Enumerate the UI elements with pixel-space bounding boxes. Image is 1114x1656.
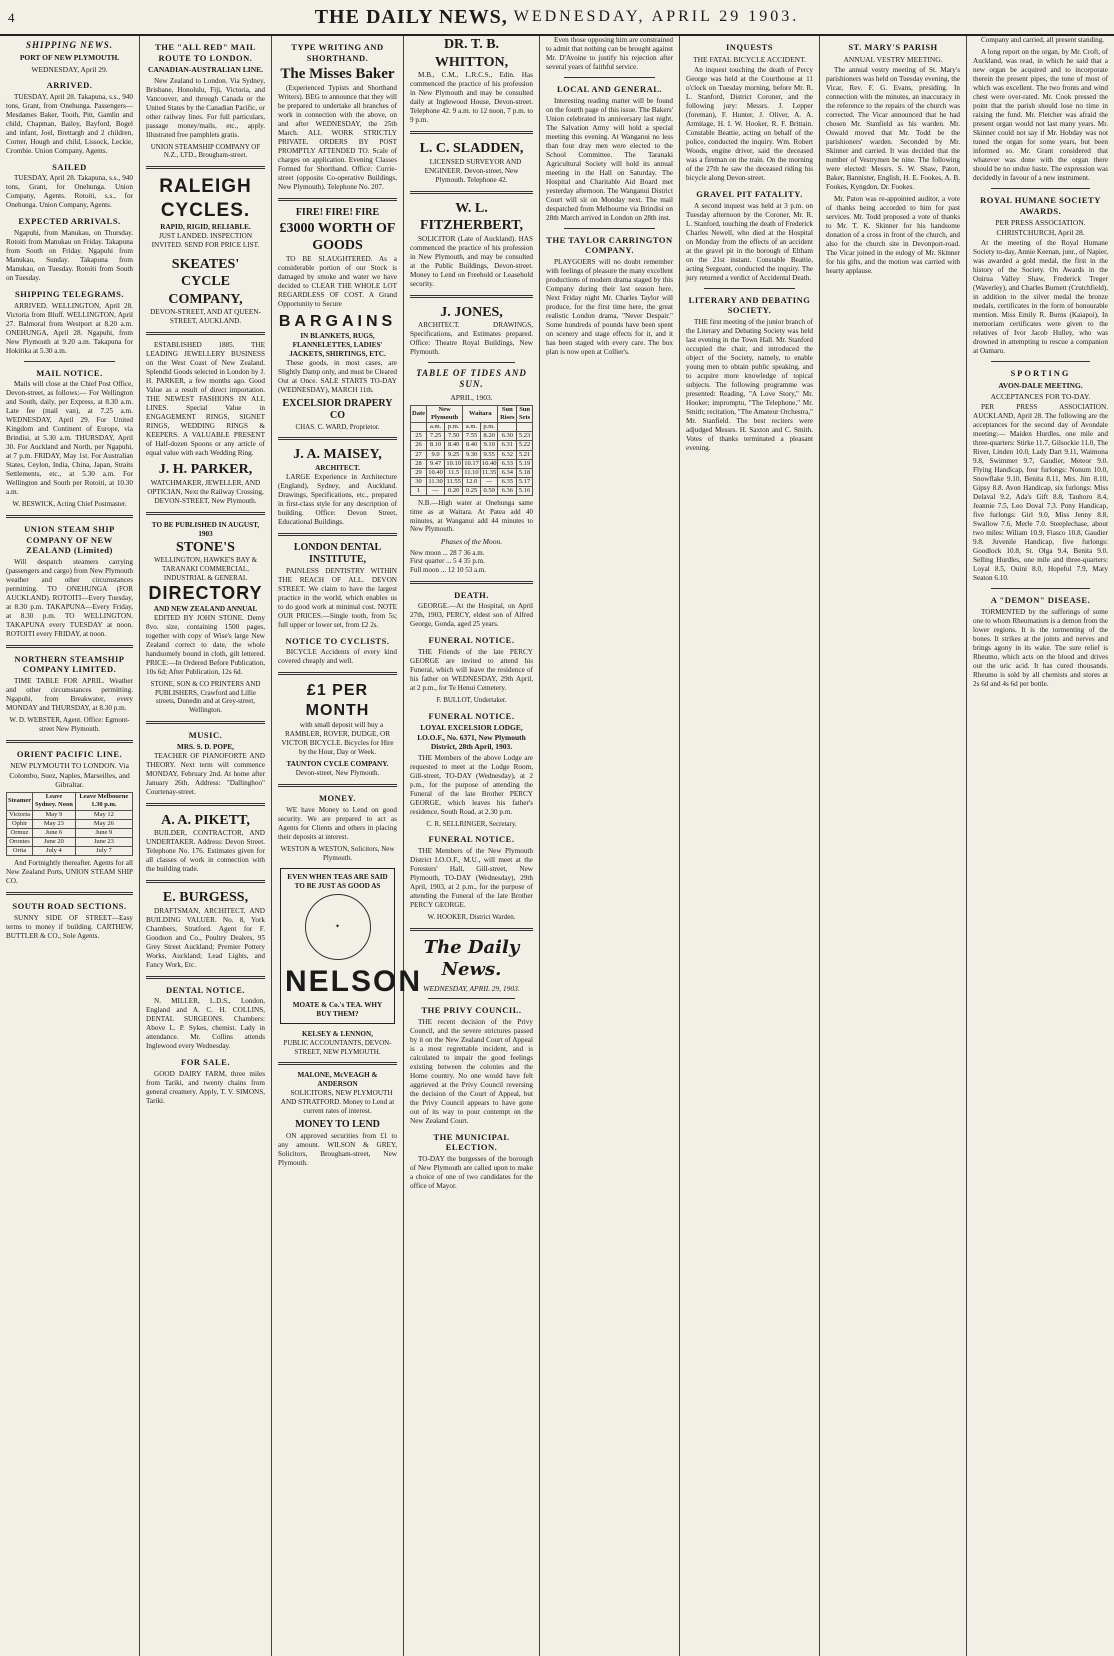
mail-heading: MAIL NOTICE.	[36, 367, 103, 378]
divider	[410, 295, 533, 298]
moon-heading: Phases of the Moon.	[440, 537, 503, 547]
nelson-top: EVEN WHEN TEAS ARE SAID TO BE JUST AS GOOD AS	[287, 873, 388, 891]
tides-heading: TABLE OF TIDES AND SUN.	[416, 368, 527, 390]
money-signature: WESTON & WESTON, Solicitors, New Plymouth.	[280, 844, 395, 862]
kelsey-body: PUBLIC ACCOUNTANTS, DEVON-STREET, NEW PLYMOUTH.	[283, 1038, 392, 1056]
excelsior-signature: CHAS. C. WARD, Proprietor.	[295, 422, 380, 431]
typing-heading: TYPE WRITING AND SHORTHAND.	[291, 42, 384, 63]
divider	[278, 533, 397, 536]
divider	[6, 740, 133, 743]
tides-table: Date New Plymouth Waitara Sun Rises Sun Sets a.m. p.m. a.m. p.m. 25 7.25 7.50 7.55 8.20 6.30 5.23 26 8.10 8.40 8.40 9.10 6.31 5.22 27 9.0 9.25 9.30 9.55 6.32 5.21 28 9.47 10.10 10.17 10.40 6.33 5.19 29 10.40 11.5 11.10 11.35 6.34 5.18 30 11.30 11.55 12.0 — 6.35 5.17 1 — 0.20 0.25 0.50 6.36 5.16	[410, 405, 533, 496]
mail-route-heading: THE "ALL RED" MAIL ROUTE TO LONDON.	[155, 42, 256, 63]
local-heading: LOCAL AND GENERAL.	[556, 84, 663, 94]
directory-annual: AND NEW ZEALAND ANNUAL	[153, 604, 258, 613]
demon-body: TORMENTED by the sufferings of some one to whom Rheumatism is a demon from the lower regions. It is the tormenting of the bones. It strikes at the joints and nerves and brings agony in its wake. The sure relief is Rheumo, which acts on the blood and drives out the uric acid. It has cured thousands. Rheumo is sold by all chemists and stores at 2s 6d and 4s 6d per bottle.	[973, 608, 1108, 688]
table-row: 25 7.25 7.50 7.55 8.20 6.30 5.23	[411, 432, 533, 441]
funeral-signature: W. HOOKER, District Warden.	[427, 912, 516, 921]
divider	[146, 166, 265, 169]
parish-sub: ANNUAL VESTRY MEETING.	[843, 54, 943, 64]
music-body: TEACHER OF PIANOFORTE AND THEORY. Next term will commence MONDAY, February 2nd. At home after January 26th. Address: "Dallinghoo" Courtenay-street.	[146, 751, 265, 796]
london-dental-heading: LONDON DENTAL INSTITUTE,	[293, 541, 382, 566]
parker-body: ESTABLISHED 1885. THE LEADING JEWELLERY BUSINESS on the West Coast of New Zealand. Splendid Goods selected in London by J. H. PARKER, a few months ago. Good Value as a result of direct importation. THE NEWEST FASHIONS IN ALL LINES. Special Value in ENGAGEMENT RINGS, SIGNET RINGS, WEDDING RINGS & KEEPERS. A VALUABLE PRESENT of Half-dozen Spoons or any article of equal value with each Wedding Ring.	[146, 341, 265, 458]
fire-amount: £3000 WORTH OF GOODS	[279, 220, 396, 253]
music-heading: MUSIC.	[188, 729, 223, 740]
forsale-body: GOOD DAIRY FARM, three miles from Tariki, and twenty chains from general creamery. Apply, T. V. SIMONS, Tariki.	[146, 1069, 265, 1105]
bargains-heading: BARGAINS	[278, 312, 397, 330]
mail-route-body: New Zealand to London. Via Sydney, Brisbane, Honolulu, Fiji, Victoria, and Vancouver, and through Canada or the United States by the Canadian Pacific, or other railway lines. For full particulars, passage money/mails, etc., apply. Illustrated free pamphlets gratis.	[146, 76, 265, 139]
directory-heading: DIRECTORY	[148, 583, 263, 604]
funeral-heading: FUNERAL NOTICE.	[428, 635, 515, 646]
divider	[278, 198, 397, 201]
inquests-sub: THE FATAL BICYCLE ACCIDENT.	[692, 54, 806, 64]
divider	[564, 228, 655, 229]
skeates-heading: SKEATES' CYCLE COMPANY,	[168, 256, 243, 307]
divider	[704, 288, 795, 289]
table-row: 28 9.47 10.10 10.17 10.40 6.33 5.19	[411, 459, 533, 468]
maisey-body: LARGE Experience in Architecture (England), Sydney, and Auckland. Drawings, Specifications, etc., prepared in first-class style for any description of building. Office: Devon Street, Educational Buildings.	[278, 472, 397, 526]
funeral-body: THE Friends of the late PERCY GEORGE are invited to attend his Funeral, which will leave the residence of his father on WEDNESDAY, 29th April, at 2 p.m., for Te Henui Cemetery.	[410, 648, 533, 692]
nelson-sub: MOATE & Co.'s TEA. WHY BUY THEM?	[292, 1000, 383, 1018]
parish-body: The annual vestry meeting of St. Mary's parishioners was held on Tuesday evening, the Vicar, Rev. F. G. Evans, presiding. In connection with the minutes, an inaccuracy in the reference to the repairs of the church was corrected. The Vicar announced that he had chosen Mr. Stanfield as his warden. Mr. Oswald moved that Mr. Todd be the parishioners' warden. Seconded by Mr. Skinner and carried. It was decided that the number of Vestrymen be nine. The following were elected: Messrs. S. W. Shaw, Paton, Baker, Bannister, English, H. E. Fookes, A. B. Fookes, Kyngdon, Dr. Fookes.	[826, 66, 960, 191]
death-heading: DEATH.	[454, 589, 489, 600]
table-header: Waitara	[463, 405, 498, 422]
divider	[278, 437, 397, 440]
directory-publisher: STONE'S	[176, 539, 235, 555]
divider	[146, 880, 265, 883]
skeates-address: DEVON-STREET, AND AT QUEEN-STREET, AUCKLAND.	[150, 308, 261, 326]
death-body: GEORGE.—At the Hospital, on April 27th, 1903, PERCY, eldest son of Alfred George, Gonda, aged 25 years.	[410, 602, 533, 629]
maisey-sub: ARCHITECT.	[315, 463, 360, 472]
table-row: 29 10.40 11.5 11.10 11.35 6.34 5.18	[411, 468, 533, 477]
table-row: 27 9.0 9.25 9.30 9.55 6.32 5.21	[411, 450, 533, 459]
jones-body: ARCHITECT. DRAWINGS, Specifications, and Estimates prepared. Office: Theatre Royal Buildings, New Plymouth.	[410, 321, 533, 356]
inquests-heading: INQUESTS	[726, 42, 773, 52]
per-month-heading: £1 PER MONTH	[305, 682, 370, 720]
literary-heading: LITERARY AND DEBATING SOCIETY.	[688, 294, 811, 316]
paper-nameplate: The Daily News.	[423, 936, 520, 981]
moon-row: First quarter ... 5 4 35 p.m.	[410, 557, 485, 566]
table-header: Date	[411, 405, 427, 422]
cyclists-body: BICYCLE Accidents of every kind covered cheaply and well.	[278, 648, 397, 666]
election-heading: THE MUNICIPAL ELECTION.	[433, 1131, 510, 1153]
usc-body: Will despatch steamers carrying (passengers and cargo) from New Plymouth weather and other circumstances permitting. TO ONEHUNGA (FOR AUCKLAND). ROTOITI—Every Tuesday, at 8.30 p.m. TAKAPUNA—Every Friday, at 8.30 p.m. TO WELLINGTON. TAKAPUNA every TUESDAY at noon. ROTOITI every FRIDAY, at noon.	[6, 557, 133, 638]
arrived-date: WEDNESDAY, April 29.	[31, 64, 108, 74]
continued-text: Company and carried, all present standing.	[981, 36, 1105, 44]
issue-date: WEDNESDAY, APRIL 29 1903.	[513, 8, 800, 25]
divider	[428, 362, 515, 363]
continued-text: Even those opposing him are constrained to admit that nothing can be brought against Mr. D'Avoine to justify his rejection after several years of faithful service.	[546, 36, 673, 71]
divider	[991, 588, 1090, 589]
column-inquests	[680, 36, 820, 1656]
south-heading: SOUTH ROAD SECTIONS.	[12, 901, 127, 912]
whitton-body: M.B., C.M., L.R.C.S., Edin. Has commenced the practice of his profession in New Plymouth and may be consulted daily at Inglewood House, Devon-street. Telephone 42. 9 a.m. to 12 noon, 7 p.m. to 9 p.m.	[410, 71, 533, 124]
column-ads-1	[140, 36, 272, 1656]
nelson-tea-ad	[280, 868, 423, 1024]
avon-body: PER PRESS ASSOCIATION. AUCKLAND, April 28. The following are the acceptances for the second day of Avondale meeting:— Maiden Hurdles, one mile and three-quarters: Stirke 11.7, Gilsockie 11.0, The River, Linden 10.0, Lady Dart 9.11, Waimona 9.8, Swimmer 9.7, Gaudier, Meteor 9.0. Flying Handicap, four furlongs: Nonum 10.0, Snowflake 9.10, Benita 8.11, Mrs. Jim 8.10, Gipsy 8.8. Avon Handicap, six furlongs: Miss Delaval 9.2, Ada's Gift 8.8, Tauhoro 8.4, Jeannie 7.5, Leo Doval 7.3. Pony Handicap, five furlongs: Girl 9.0, Miss Jenny 8.8, Swallow 7.6, Merle 7.0. Steeplechase, about two miles: Wiliam 10.9, Fiasco 10.8, Gaudier 9.8. Juvenile Handicap, five furlongs: Goodlock 10.8, St. Olga 9.4, Benita 9.0. Selling Hurdles, one mile and three-quarters: Loyal 8.5, Ouini 8.0, Hopeful 7.9, Mary Seaton 6.10.	[973, 403, 1108, 583]
divider	[278, 1062, 397, 1065]
taylor-heading: THE TAYLOR CARRINGTON COMPANY.	[546, 234, 673, 256]
page-number: 4	[8, 10, 15, 25]
telegrams-heading: SHIPPING TELEGRAMS.	[14, 288, 124, 299]
nss-heading: NORTHERN STEAMSHIP COMPANY LIMITED.	[14, 653, 125, 675]
money-body: WE have Money to Lend on good security. We are prepared to act as Agents for Clients and others in placing their deposits at interest.	[278, 805, 397, 841]
directory-body: EDITED BY JOHN STONE. Demy 8vo. size, containing 1500 pages, together with copy of Wise's large New Zealand correct to date, the whole handsomely bound in cloth, gilt lettered. PRICE:—In Ordered Before Publication, 10s 6d; After Publication, 12s 6d.	[146, 613, 265, 676]
fire-body-2: These goods, in most cases, are Slightly Damp only, and must be Cleared Out at Once. SALE STARTS TO-DAY (WEDNESDAY), MARCH 11th.	[278, 358, 397, 394]
pikett-heading: A. A. PIKETT,	[161, 812, 250, 828]
fitzherbert-heading: W. L. FITZHERBERT,	[419, 200, 524, 233]
maisey-heading: J. A. MAISEY,	[293, 447, 382, 463]
table-header: Sun Rises	[498, 405, 517, 422]
dental-body: N. MILLER, L.D.S., London, England and A. C. H. COLLINS, DENTAL SURGEONS. Chambers: Above L. P. Sykes, chemist. Lady in attendance. Mr. Collins attends Inglewood every Wednesday.	[146, 997, 265, 1051]
table-header: Sun Sets	[517, 405, 533, 422]
divider	[146, 332, 265, 335]
divider	[410, 581, 533, 584]
divider	[278, 784, 397, 787]
funeral-sub: LOYAL EXCELSIOR LODGE, I.O.O.F., No. 6371, New Plymouth District, 28th April, 1903.	[417, 723, 526, 752]
burgess-body: DRAFTSMAN, ARCHITECT, AND BUILDING VALUER. No. 8, York Chambers, Stratford. Agent for F. Goodson and Co., Poultry Dealers, 95 Grey Street Auckland; Premier Pottery Works, Auckland; Lead Lights, and Fancy Work, Etc.	[146, 906, 265, 969]
port-heading: PORT OF NEW PLYMOUTH.	[19, 53, 120, 63]
dental-heading: DENTAL NOTICE.	[165, 984, 246, 995]
divider	[146, 512, 265, 515]
divider	[6, 515, 133, 518]
south-body: SUNNY SIDE OF STREET—Easy terms to money if building. CARTHEW, BUTTLER & CO., Sole Agents.	[6, 913, 133, 940]
raleigh-heading: RALEIGH CYCLES.	[159, 176, 252, 221]
parker-sub: WATCHMAKER, JEWELLER, AND OPTICIAN, Next the Railway Crossing, DEVON-STREET, New Plymouth.	[147, 478, 264, 505]
table-row: 1 — 0.20 0.25 0.50 6.36 5.16	[411, 487, 533, 496]
divider	[278, 672, 397, 675]
divider	[991, 188, 1090, 189]
funeral-body: THE Members of the New Plymouth District I.O.O.F., M.U., will meet at the Foresters' Hall, Gill-street, New Plymouth, TO-DAY (Wednesday), 29th April, 1903, at 2 p.m., for the purpose of attending the Funeral of the late Brother PERCY GEORGE.	[410, 846, 533, 909]
taunton-heading: TAUNTON CYCLE COMPANY.	[286, 760, 389, 769]
avon-heading: AVON-DALE MEETING.	[998, 380, 1083, 390]
avon-sub: ACCEPTANCES FOR TO-DAY.	[990, 392, 1091, 401]
humane-heading: ROYAL HUMANE SOCIETY AWARDS.	[980, 195, 1101, 216]
council-heading: THE PRIVY COUNCIL.	[421, 1005, 522, 1015]
tides-note: N.B.—High water at Onehunga same time as at Waitara. At Patea add 40 minutes, at Wanganui add 44 minutes to New Plymouth.	[410, 499, 533, 534]
expected-body: Ngapuhi, from Manukau, on Thursday. Rotoiti from Manukau on Friday. Takapuna from South on Friday. Ngapuhi from Manukau, Sunday. Takapuna from Manukau, on Tuesday. Rotoiti from South on Tuesday.	[6, 228, 133, 282]
sailed-heading: SAILED	[52, 161, 87, 172]
funeral-body: THE Members of the above Lodge are requested to meet at the Lodge Room, Gill-street, TO-DAY (Wednesday), at 2 p.m., for the purpose of attending the Funeral of the late Brother PERCY GEORGE, which leaves his father's residence, South Road, at 2.30 p.m.	[410, 753, 533, 816]
mail-route-signature: UNION STEAMSHIP COMPANY OF N.Z., LTD., Brougham-street.	[150, 142, 261, 160]
tides-month: APRIL, 1903.	[450, 392, 493, 402]
typing-name: The Misses Baker	[280, 66, 395, 83]
arrived-body: TUESDAY, April 28. Takapuna, s.s., 940 tons, Grant, from Onehunga. Passengers—Mesdames Baker, Tooth, Pitt, Gamlin and child, Chapman, Bailey, Bayford, Bogel and infant, Joel, Brettargh and 2 children, Corner, Hough and child, Lissock, Leckie, Crombie. Union Company, Agents.	[6, 92, 133, 155]
humane-body: At the meeting of the Royal Humane Society to-day, Annie Keenan, junr., of Napier, was awarded a gold medal, the first in the history of the Society. On Awards in the Ouirua Valley Shaw, Frederick Treger (Waverley), and Charles Burnett (Crutchfield), in addition to the silver medal the bronze medals, certificates in the form of honourable mention. Miss Emily R. Burns (Kaiapoi), In memoriam certificates were given to the relatives of Ivor Jacob Hulley, who was drowned in attempting to rescue a companion at Oamaru.	[973, 239, 1108, 355]
orient-table	[6, 792, 133, 856]
local-body: Interesting reading matter will be found on the fourth page of this issue. The Bakers' Union celebrated its anniversary last night. The Salvation Army will hold a special meeting this evening. At Wanganui no less than four dray men were elected to the School Committee. The Taranaki Agricultural Society will hold its annual meeting in the Hall on Saturday. The Hospital and Charitable Aid Board met yesterday afternoon. The Wanganui District Court will sit on Monday next. The mail despatched from Melbourne via Brindisi on 28th March arrived in London on 28th inst.	[546, 96, 673, 222]
sailed-body: TUESDAY, April 28. Takapuna, s.s., 940 tons, Grant, for Onehunga. Union Company, Agents. Rotoiti, s.s., for Onehunga. Union Company, Agents.	[6, 174, 133, 210]
directory-signature: STONE, SON & CO PRINTERS AND PUBLISHERS, Crawford and Lillie streets, Dunedin and at Grey-street, Wellington.	[150, 679, 261, 715]
orient-sub: NEW PLYMOUTH TO LONDON. Via Colombo, Suez, Naples, Marseilles, and Gibraltar.	[9, 761, 130, 789]
column-shipping	[0, 36, 140, 1656]
council-body: THE recent decision of the Privy Council, and the severe strictures passed by it on the New Zealand Court of Appeal is a most regrettable incident, and is calculated to impair the good feelings existing between the colonies and the Home country. No one would have felt aggrieved at the Privy Council reversing the decision of the Court of Appeal, but the Privy Council appears to have gone out of its way to pour contempt on the New Zealand Court.	[410, 1017, 533, 1125]
table-row: 30 11.30 11.55 12.0 — 6.35 5.17	[411, 477, 533, 486]
column-parish	[820, 36, 967, 1656]
nss-body: TIME TABLE FOR APRIL. Weather and other circumstances permitting. Ngapuhi, from Breakwater, every MONDAY and THURSDAY, at 8.30 p.m.	[6, 677, 133, 712]
divider	[146, 803, 265, 806]
divider	[991, 361, 1090, 362]
newspaper-title: THE DAILY NEWS,	[314, 5, 508, 28]
divider	[410, 131, 533, 134]
divider	[24, 361, 115, 362]
inquests-body: An inquest touching the death of Percy George was held at the Courthouse at 11 o'clock on Tuesday morning, before Mr. R. L. Stanford, District Coroner, and the following jury: Messrs. J. Lepper (foreman), F. Hunter, J. Oliver, A. A. Armitage, H. I. W. Hooker, R. F. Brittain. Constable Beattie, acting on behalf of the police, conducted the inquiry. Wm. Robert Woods, engine driver, said the deceased was a fireman on the train. On the morning of the 27th he saw the deceased riding his bicycle along Devon-street.	[686, 66, 813, 182]
gravel-heading: GRAVEL PIT FATALITY.	[696, 189, 803, 199]
column-sporting	[967, 36, 1114, 1656]
usc-heading: UNION STEAM SHIP COMPANY OF NEW ZEALAND (Limited)	[24, 523, 115, 556]
parker-heading: J. H. PARKER,	[158, 462, 253, 478]
table-header: Leave Sydney. Noon	[33, 793, 76, 810]
lend-body: ON approved securities from £1 to any amount. WILSON & GREY, Solicitors, Brougham-street, New Plymouth.	[278, 1131, 397, 1167]
sladden-body: LICENSED SURVEYOR AND ENGINEER. Devon-street, New Plymouth. Telephone 42.	[424, 157, 522, 184]
seal-icon: ✦	[305, 894, 371, 960]
masthead	[0, 0, 1114, 36]
table-row: Ophir May 23 May 26	[7, 819, 133, 828]
table-row: Orontes June 20 June 23	[7, 837, 133, 846]
mail-signature: W. BESWICK, Acting Chief Postmaster.	[12, 500, 127, 509]
divider	[146, 976, 265, 979]
nss-signature: W. D. WEBSTER, Agent. Office: Egmont-street New Plymouth.	[9, 716, 130, 733]
table-row: Ormuz June 6 June 9	[7, 828, 133, 837]
jones-heading: J. JONES,	[440, 304, 503, 320]
fire-heading: FIRE! FIRE! FIRE	[295, 207, 380, 218]
fire-body: TO BE SLAUGHTERED. As a considerable portion of our Stock is damaged by smoke and water we have decided to CLEAR THE WHOLE LOT REGARDLESS OF COST. A Grand Opportunity to Secure	[278, 254, 397, 308]
mail-body: Mails will close at the Chief Post Office, Devon-street, as follows:— For Wellington and South, daily, per Express, at 8.30 a.m. Late fee (mail van), at 7.25 a.m. WEDNESDAY, April 29. For United Kingdom and Continent of Europe, via Brindisi, at 5.30 a.m. THURSDAY, April 30. For Auckland and North, per Ngapuhi, at 7 p.m. FRIDAY, May 1st. For Australian States, Ceylon, India, China, Japan, Straits Settlements, etc., at 5.30 a.m. For Wellington and South per Rotoiti, at 10.30 a.m.	[6, 380, 133, 497]
divider	[428, 998, 515, 999]
sladden-heading: L. C. SLADDEN,	[419, 141, 524, 156]
humane-sub: PER PRESS ASSOCIATION. CHRISTCHURCH, April 28.	[995, 218, 1086, 237]
election-body: TO-DAY the burgesses of the borough of New Plymouth are called upon to make a choice of one of two candidates for the office of Mayor.	[410, 1154, 533, 1190]
taunton-address: Devon-street, New Plymouth.	[295, 769, 380, 778]
typing-body: (Experienced Typists and Shorthand Writers). BEG to announce that they will be prepared to undertake all branches of work in connection with the above, on and after WEDNESDAY, the 25th March. ALL WORK STRICTLY PRIVATE. ORDERS BY POST PROMPTLY ATTENDED TO. Scale of charges on application. Evening Classes Formed for Shorthand. Office: Currie-street (opposite Co-operative Buildings, New Plymouth). Telephone No. 207.	[278, 84, 397, 191]
lend-heading: MONEY TO LEND	[295, 1119, 380, 1131]
divider	[6, 892, 133, 895]
raleigh-tagline: RAPID, RIGID, RELIABLE.	[160, 222, 251, 231]
section-heading: SHIPPING NEWS.	[25, 40, 113, 50]
raleigh-body: JUST LANDED. INSPECTION INVITED. SEND FOR PRICE LIST.	[151, 231, 260, 249]
directory-sub: WELLINGTON, HAWKE'S BAY & TARANAKI COMMERCIAL, INDUSTRIAL & GENERAL	[153, 556, 258, 582]
column-local	[540, 36, 680, 1656]
moon-row: Full moon ... 12 10 53 a.m.	[410, 566, 487, 574]
table-row: 26 8.10 8.40 8.40 9.10 6.31 5.22	[411, 441, 533, 450]
divider	[564, 77, 655, 78]
divider	[146, 721, 265, 724]
gravel-body: A second inquest was held at 3 p.m. on Tuesday afternoon by the Coroner, Mr. R. L. Stanford, touching the death of Frederick Charles Newell, who died at the Hospital on Monday from the effects of an accident at the gravel pit in the borough of Eltham on the 21st instant. Constable Beattie, acting Sergeant, conducted the inquiry. The jury returned a verdict of Accidental Death.	[686, 201, 813, 282]
divider	[6, 645, 133, 648]
continued-body: A long report on the organ, by Mr. Croft, of Auckland, was read, in which he said that a new organ be acquired and to incorporate therein the present pipes, the tone of most of which was excellent. The two fronts and wind chest were over-rated. Mr. Cook pressed the point that the parish should lose no time in raising the fund. Mr. Fletcher was afraid the present organ would not last many years. Mr. Skinner could not say if Mr. Hobday was not tuned the organ for some years, but been informed so. Mr. Grant considered that whatever was done with the organ there should be no undue haste. The expression was decidedly in favour of a new instrument.	[973, 48, 1108, 182]
table-row: Orita July 4 July 7	[7, 847, 133, 856]
directory-pre: TO BE PUBLISHED IN AUGUST, 1903	[151, 520, 260, 538]
taylor-body: PLAYGOERS will no doubt remember with feelings of pleasure the many excellent productions of modern drama staged by this Company during their last season here. Next Friday night Mr. Charles Taylor will produce, for the first time here, the great realistic London drama, "Never Despair." Some hundreds of pounds have been spent on scenery and stage effects for it, and it has been staged with every care. The box plan is now open at Collier's.	[546, 257, 673, 356]
pikett-body: BUILDER, CONTRACTOR, AND UNDERTAKER. Address: Devon Street. Telephone No. 176. Estimates given for all classes of work in connection with the building trade.	[146, 829, 265, 873]
table-row: Victoria May 9 May 12	[7, 810, 133, 819]
money-heading: MONEY.	[319, 793, 356, 804]
orient-heading: ORIENT PACIFIC LINE.	[16, 748, 123, 759]
excelsior-heading: EXCELSIOR DRAPERY CO	[282, 397, 393, 421]
telegrams-body: ARRIVED. WELLINGTON, April 28. Victoria from Bluff. WELLINGTON, April 27. Balmoral from Westport at 8.20 a.m. ONEHUNGA, April 28. Ngapuhi, from New Plymouth at 9.20 a.m. Takapuna for Hokitika at 5.30 a.m.	[6, 301, 133, 355]
mail-route-sub: CANADIAN-AUSTRALIAN LINE.	[147, 65, 263, 75]
column-notices	[404, 36, 540, 1656]
table-header: Steamer	[7, 793, 33, 810]
columns	[0, 36, 1114, 1656]
burgess-heading: E. BURGESS,	[162, 890, 249, 905]
malone-heading: MALONE, McVEAGH & ANDERSON	[297, 1071, 378, 1089]
moon-row: New moon ... 28 7 36 a.m.	[410, 548, 485, 557]
fitzherbert-body: SOLICITOR (Late of Auckland). HAS commenced the practice of his profession in New Plymouth, and may be consulted at the Public Buildings, Devon-street. Money to Lend on Freehold or Leasehold security.	[410, 234, 533, 288]
paper-date: WEDNESDAY, APRIL 29, 1903.	[423, 983, 520, 993]
divider	[410, 928, 533, 931]
parish-body-2: Mr. Paton was re-appointed auditor, a vote of thanks being accorded to him for past services. Mr. Todd proposed a vote of thanks to Mr. T. K. Skinner for his handsome donation of a cross in front of the church, and also for the church site in Devonport-road. The Vicar joined in the eulogy of Mr. Skinner for his gifts, and the motion was carried with hearty applause.	[826, 195, 960, 275]
funeral-heading: FUNERAL NOTICE.	[428, 710, 515, 721]
music-name: MRS. S. D. POPE,	[177, 742, 234, 751]
sporting-heading: SPORTING	[1010, 368, 1071, 378]
london-dental-body: PAINLESS DENTISTRY WITHIN THE REACH OF ALL. DEVON STREET. We claim to have the largest practice in the world, which enables us to do good work at minimal cost. NOTE OUR PRICES.—Single tooth, from 5s; full upper or lower set, from £2 2s.	[278, 566, 397, 629]
fire-items: IN BLANKETS, RUGS, FLANNELETTES, LADIES' JACKETS, SHIRTINGS, ETC.	[289, 331, 386, 358]
funeral-signature: F. BULLOT, Undertaker.	[436, 696, 507, 704]
divider	[410, 191, 533, 194]
literary-body: THE first meeting of the junior branch of the Literary and Debating Society was held last evening in the Town Hall. Mr. Stanford occupied the chair, and introduced the object of the Society, namely, to enable young men to obtain public speaking, and to acquire more knowledge of topical subjects. The following programme was presented: Reading, "A Love Story," Mr. Hooker; impromptu, "The Telephone," Mr. Smith; recitation, "The Amateur Orchestra," Mr. Stanfield. The best reciters were adjudged Messrs. H. Saxton and C. Smith. Votes of thanks terminated a pleasant evening.	[686, 317, 813, 452]
arrived-heading: ARRIVED.	[46, 80, 93, 90]
funeral-signature: C. R. SELLRINGER, Secretary.	[426, 819, 517, 828]
table-header: New Plymouth	[427, 405, 463, 422]
whitton-heading: DR. T. B. WHITTON,	[434, 37, 509, 70]
orient-note: And Fortnightly thereafter. Agents for all New Zealand Ports, UNION STEAM SHIP CO.	[6, 859, 133, 886]
malone-body: SOLICITORS, NEW PLYMOUTH AND STRATFORD. Money to Lend at current rates of interest.	[280, 1089, 395, 1116]
table-header: Leave Melbourne 1.30 p.m.	[75, 793, 132, 810]
expected-heading: EXPECTED ARRIVALS.	[18, 216, 121, 227]
kelsey-heading: KELSEY & LENNON,	[301, 1029, 374, 1038]
parish-heading: ST. MARY'S PARISH	[848, 42, 938, 52]
cyclists-heading: NOTICE TO CYCLISTS.	[285, 635, 390, 646]
per-month-body: with small deposit will buy a RAMBLER, ROVER, DUDGE, OR VICTOR BICYCLE. Bicycles for Hire by the Hour, Day or Week.	[281, 721, 394, 757]
forsale-heading: FOR SALE.	[181, 1057, 230, 1068]
demon-heading: A "DEMON" DISEASE.	[990, 595, 1091, 606]
funeral-heading: FUNERAL NOTICE.	[428, 834, 515, 845]
nelson-brand: NELSON	[285, 965, 423, 999]
